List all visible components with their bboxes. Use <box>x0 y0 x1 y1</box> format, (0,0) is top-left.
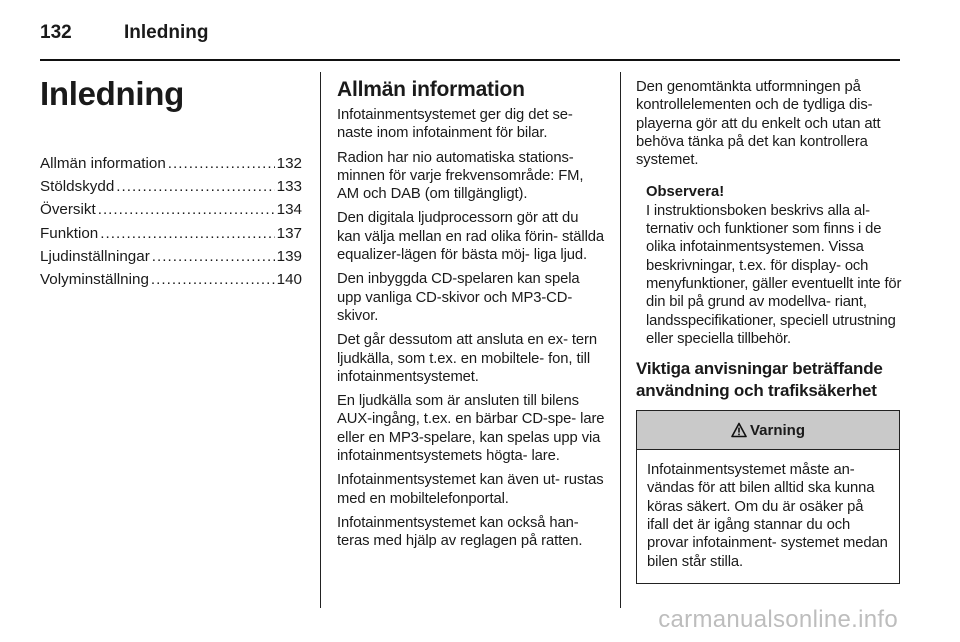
toc-entry-page: 137 <box>276 224 302 242</box>
toc-entry[interactable] <box>40 198 302 221</box>
body-paragraph: Det går dessutom att ansluta en ex- tern ljudkälla, som t.ex. en mobiltele- fon, till infotainmentsystemet. <box>337 332 598 385</box>
warning-header <box>637 411 899 450</box>
toc-entry[interactable] <box>40 268 302 291</box>
toc-entry[interactable] <box>40 245 302 268</box>
body-paragraph: Den genomtänkta utformningen på kontrollelementen och de tydliga dis- playerna gör att du enkelt och utan att behöva tänka på det kan kontrollera systemet. <box>636 79 881 169</box>
toc-entry-label: Funktion <box>40 224 99 242</box>
column-divider-2 <box>620 72 621 608</box>
body-paragraph: Den digitala ljudprocessorn gör att du kan välja mellan en rad olika förin- ställda equalizer-lägen för bästa möj- liga ljud. <box>337 210 605 264</box>
toc-leader <box>98 198 275 221</box>
page-header <box>40 18 208 48</box>
running-title: Inledning <box>124 22 209 43</box>
toc-entry-page: 133 <box>276 178 302 196</box>
toc-leader <box>152 245 275 268</box>
table-of-contents <box>40 152 302 291</box>
watermark: carmanualsonline.info <box>658 606 898 633</box>
toc-leader <box>100 222 274 245</box>
warning-label: Varning <box>749 421 805 439</box>
body-paragraph: En ljudkälla som är ansluten till bilens AUX-ingång, t.ex. en bärbar CD-spe- lare eller en MP3-spelare, kan spelas upp via infotainmentsystemets högta- lare. <box>337 393 605 465</box>
body-paragraph: Den inbyggda CD-spelaren kan spela upp vanliga CD-skivor och MP3-CD- skivor. <box>337 271 580 324</box>
toc-entry[interactable] <box>40 175 302 198</box>
toc-entry-label: Allmän information <box>40 155 166 172</box>
note-title: Observera! <box>646 184 725 201</box>
toc-entry[interactable] <box>40 222 302 245</box>
section-heading: Allmän information <box>337 78 525 101</box>
toc-entry-page: 139 <box>276 247 302 265</box>
warning-text: Infotainmentsystemet måste an- vändas för att bilen alltid ska kunna köras säkert. Om du är osäker på ifall det är igång stannar du och provar infotainment- systemet medan bilen står stilla. <box>647 462 888 570</box>
warning-box <box>636 410 900 584</box>
note-block <box>646 183 902 348</box>
chapter-title: Inledning <box>40 75 184 112</box>
note-text: I instruktionsboken beskrivs alla al- ternativ och funktioner som finns i de olika infotainmentsystemen. Vissa beskrivningar, t.ex. för display- och menyfunktioner, gäller eventuellt inte för din bil på grund av modellva- riant, landsspecifikationer, speciell utrustning eller speciella tillbehör. <box>646 202 902 347</box>
toc-leader <box>151 268 275 291</box>
toc-entry-label: Översikt <box>40 201 96 219</box>
toc-entry-label: Stöldskydd <box>40 178 115 196</box>
toc-leader <box>116 175 274 198</box>
toc-entry-label: Ljudinställningar <box>40 247 150 265</box>
column-divider-1 <box>320 72 321 608</box>
toc-entry-page: 132 <box>276 155 302 172</box>
toc-entry-label: Volyminställning <box>40 271 149 289</box>
body-paragraph: Infotainmentsystemet ger dig det se- naste inom infotainment för bilar. <box>337 107 573 142</box>
toc-entry-page: 134 <box>276 201 302 219</box>
body-paragraph: Radion har nio automatiska stations- minnen för varje frekvensområde: FM, AM och DAB (om tillgängligt). <box>337 149 584 203</box>
toc-entry[interactable] <box>40 152 302 175</box>
header-rule <box>40 59 900 61</box>
warning-triangle-icon <box>731 422 747 438</box>
body-paragraph: Infotainmentsystemet kan också han- teras med hjälp av reglagen på ratten. <box>337 514 583 550</box>
page-number: 132 <box>40 22 72 43</box>
toc-entry-page: 140 <box>276 271 302 289</box>
general-info-column <box>337 72 605 557</box>
body-paragraph: Infotainmentsystemet kan även ut- rustas med en mobiltelefonportal. <box>337 472 604 507</box>
safety-heading: Viktiga anvisningar beträffande användning och trafiksäkerhet <box>636 359 883 401</box>
right-column <box>636 72 902 584</box>
toc-leader <box>168 152 275 175</box>
toc-column <box>40 72 302 291</box>
